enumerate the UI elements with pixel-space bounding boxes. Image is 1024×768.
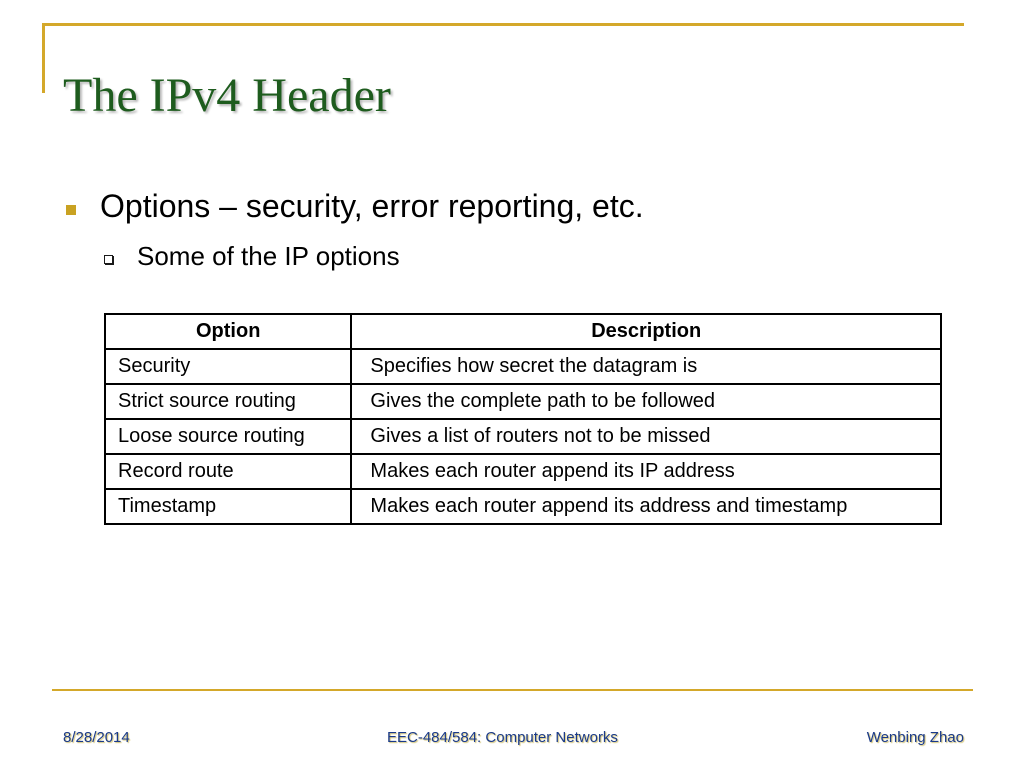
table-row (105, 349, 941, 384)
table-row (105, 419, 941, 454)
table-row (105, 384, 941, 419)
square-bullet-icon (66, 205, 76, 215)
option-cell: Strict source routing (105, 384, 351, 419)
description-cell: Gives a list of routers not to be missed (351, 419, 941, 454)
option-cell: Security (105, 349, 351, 384)
table-row (105, 489, 941, 524)
description-cell: Makes each router append its address and timestamp (351, 489, 941, 524)
description-cell: Gives the complete path to be followed (351, 384, 941, 419)
footer-date: 8/28/2014 (63, 729, 130, 746)
column-header-option: Option (105, 314, 351, 349)
table-row (105, 454, 941, 489)
footer-course-title: EEC-484/584: Computer Networks (387, 729, 618, 746)
slide-title: The IPv4 Header (63, 69, 391, 122)
frame-top-line (42, 23, 964, 26)
footer-author: Wenbing Zhao (866, 729, 964, 746)
option-cell: Timestamp (105, 489, 351, 524)
footer-divider (52, 689, 973, 691)
hollow-square-bullet-icon (104, 255, 113, 264)
bullet-main-text: Options – security, error reporting, etc. (100, 188, 644, 224)
column-header-description: Description (351, 314, 941, 349)
description-cell: Specifies how secret the datagram is (351, 349, 941, 384)
option-cell: Record route (105, 454, 351, 489)
option-cell: Loose source routing (105, 419, 351, 454)
description-cell: Makes each router append its IP address (351, 454, 941, 489)
ip-options-table (104, 313, 942, 525)
table-header-row (105, 314, 941, 349)
frame-left-line (42, 23, 45, 93)
bullet-sub-text: Some of the IP options (137, 241, 400, 271)
